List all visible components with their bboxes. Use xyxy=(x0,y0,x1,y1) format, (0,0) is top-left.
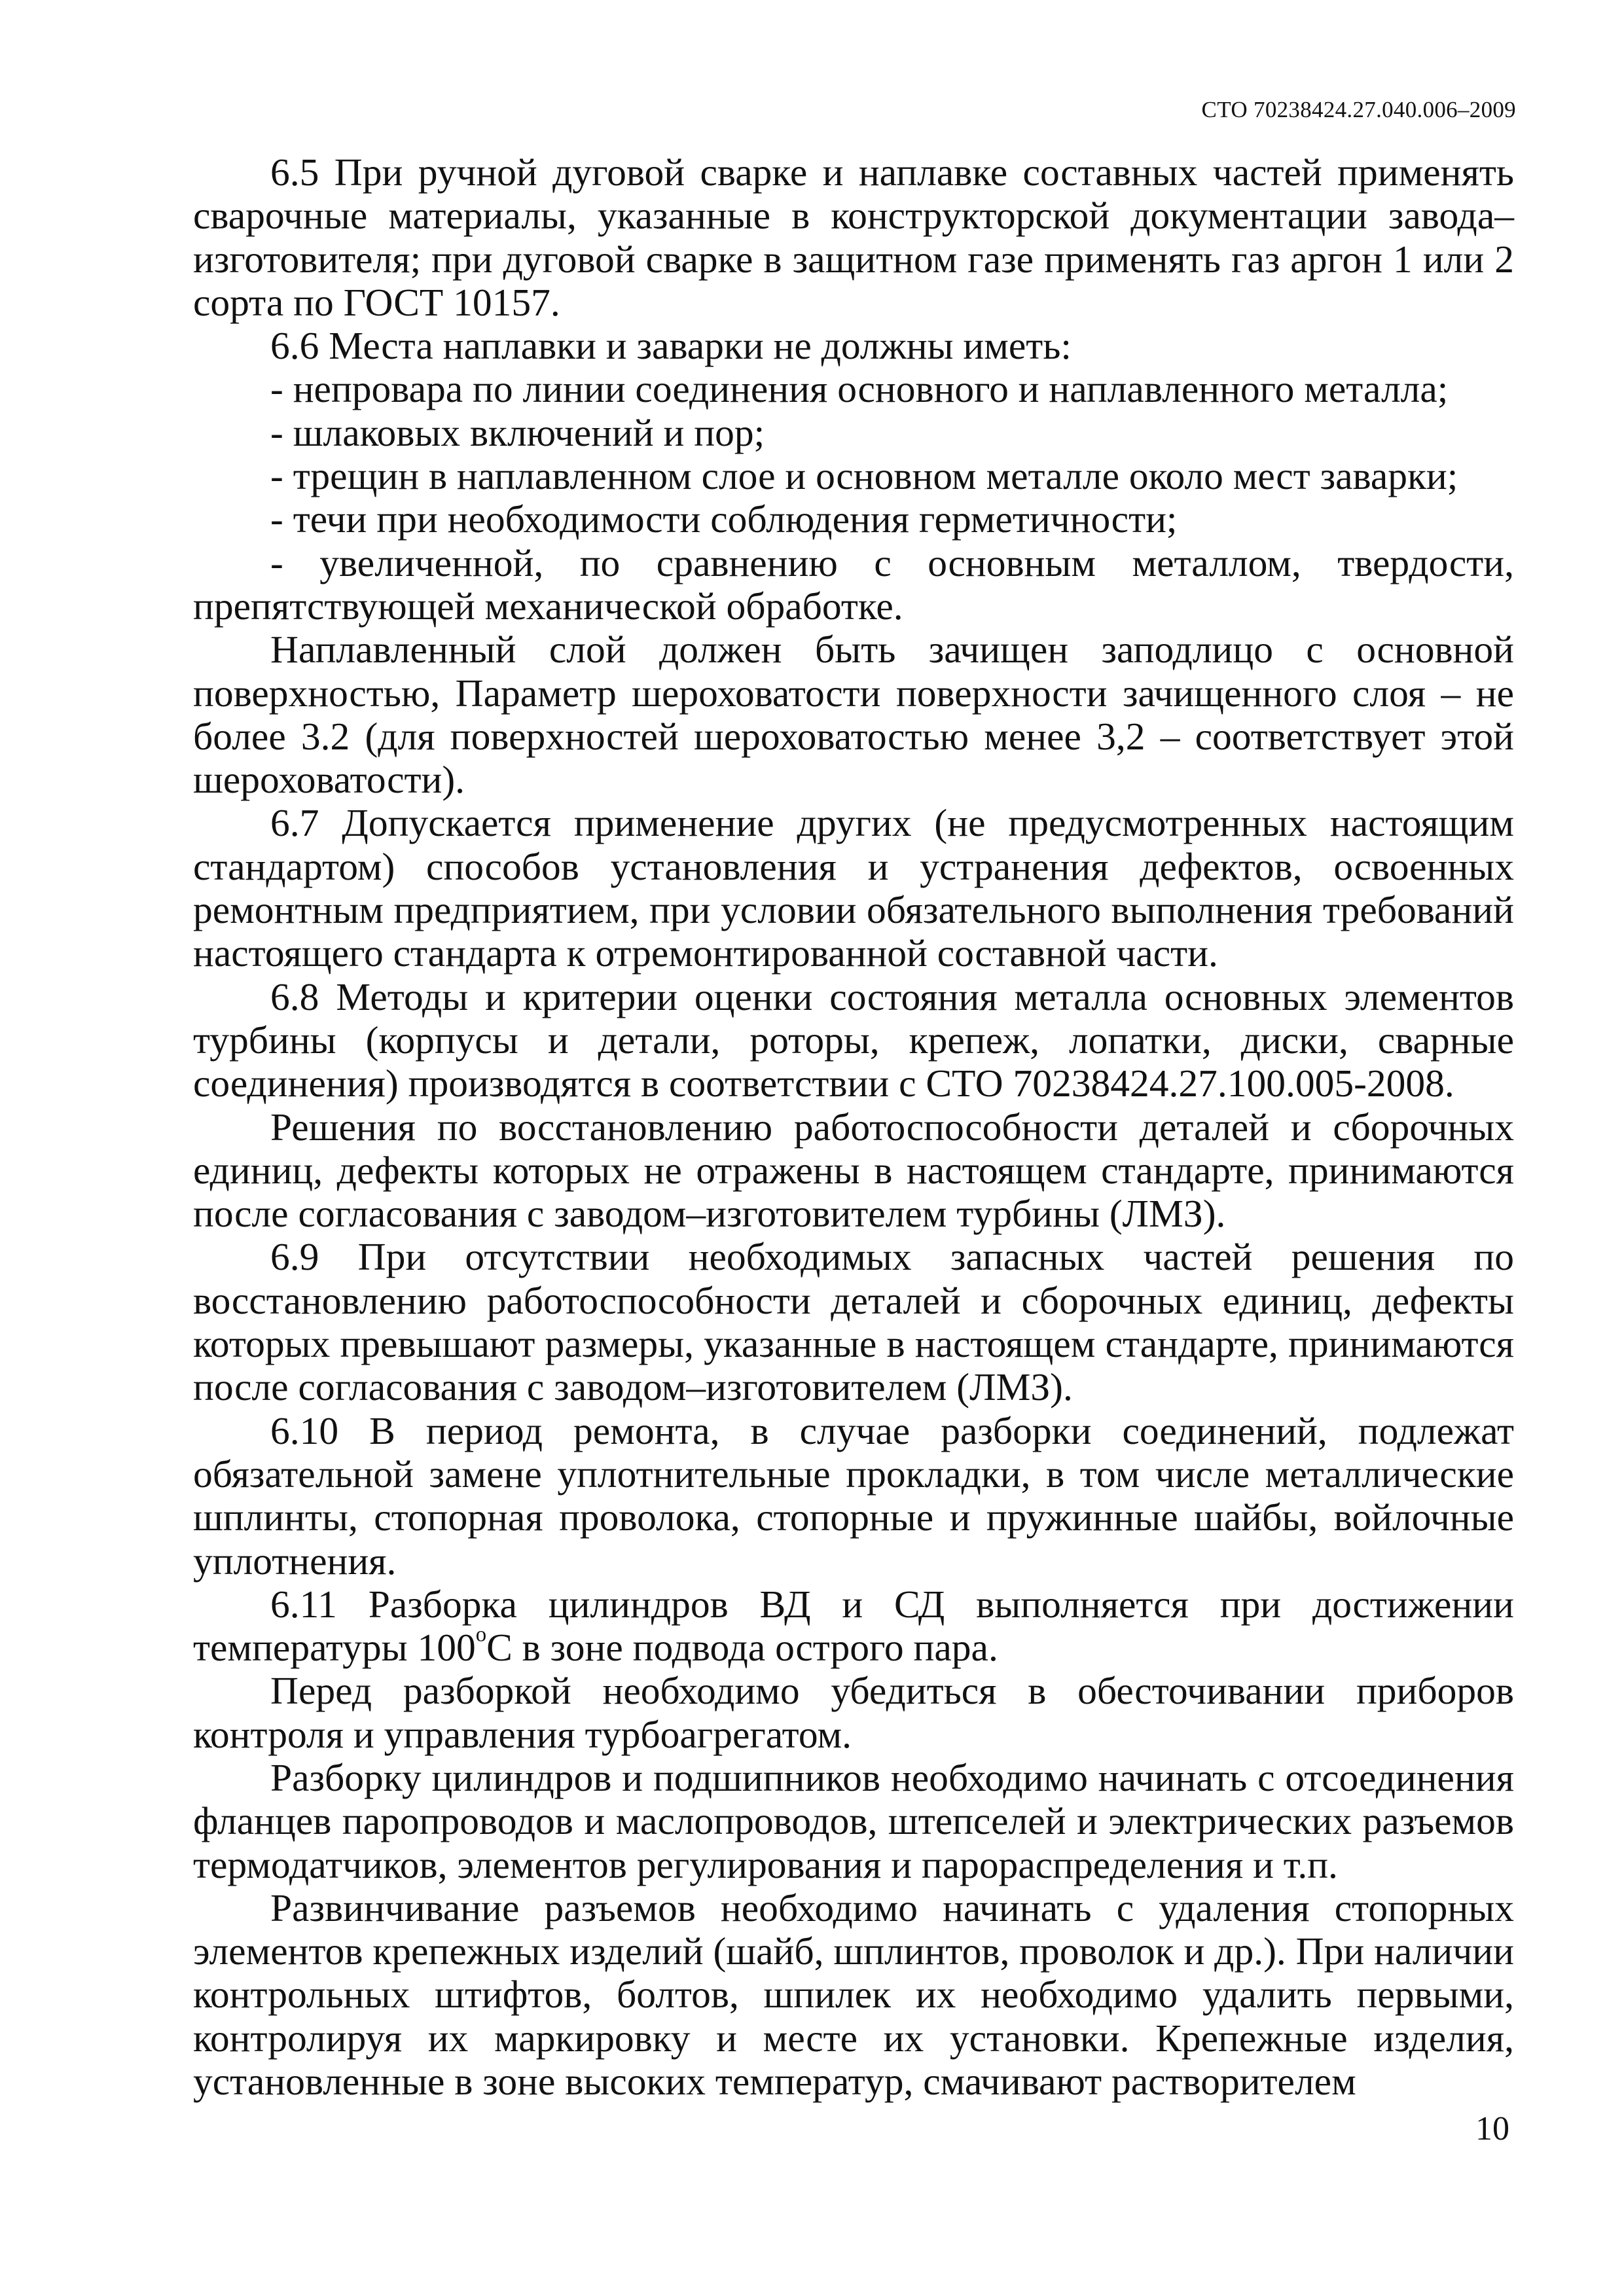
document-code-header: СТО 70238424.27.040.006–2009 xyxy=(1201,97,1516,122)
list-item: - течи при необходимости соблюдения герметичности; xyxy=(270,497,1178,541)
paragraph-6-10: 6.10 В период ремонта, в случае разборки соединений, подлежат обязательной замене уплотнительные прокладки, в том числе металлические шплинты, стопорная проволока, стопорные и пружинные шайбы, войлочные уплотнения. xyxy=(193,1408,1514,1583)
list-item: - шлаковых включений и пор; xyxy=(270,410,765,454)
paragraph-6-11-text-end: С в зоне подвода острого пара. xyxy=(486,1626,998,1670)
paragraph-6-5: 6.5 При ручной дуговой сварке и наплавке составных частей применять сварочные материалы, указанные в конструкторской документации завода–изготовителя; при дуговой сварке в защитном газе применять газ аргон 1 или 2 сорта по ГОСТ 10157. xyxy=(193,151,1514,324)
paragraph-unscrewing: Развинчивание разъемов необходимо начинать с удаления стопорных элементов крепежных изделий (шайб, шплинтов, проволок и др.). При наличии контрольных штифтов, болтов, шпилек их необходимо удалить первыми, контролируя их маркировку и месте их установки. Крепежные изделия, установленные в зоне высоких температур, смачивают растворителем xyxy=(193,1886,1514,2104)
paragraph-6-7: 6.7 Допускается применение других (не предусмотренных настоящим стандартом) способов установления и устранения дефектов, освоенных ремонтным предприятием, при условии обязательного выполнения требований настоящего стандарта к отремонтированной составной части. xyxy=(193,801,1514,975)
list-item: - увеличенной, по сравнению с основным металлом, твердости, препятствующей механической обработке. xyxy=(193,541,1514,628)
paragraph-disassembly-start: Разборку цилиндров и подшипников необходимо начинать с отсоединения фланцев паропроводов и маслопроводов, штепселей и электрических разъемов термодатчиков, элементов регулирования и парораспределения и т.п. xyxy=(193,1755,1514,1886)
paragraph-6-11-text: 6.11 Разборка цилиндров ВД и СД выполняется при достижении температуры 100 xyxy=(193,1582,1514,1670)
list-item: - непровара по линии соединения основного и наплавленного металла; xyxy=(270,367,1449,411)
page-number: 10 xyxy=(1475,2110,1509,2147)
paragraph-6-11 xyxy=(193,1583,1514,1670)
paragraph-6-8: 6.8 Методы и критерии оценки состояния металла основных элементов турбины (корпусы и детали, роторы, крепеж, лопатки, диски, сварные соединения) производятся в соответствии с СТО 70238424.27.100.005-2008. xyxy=(193,975,1514,1105)
paragraph-power-off: Перед разборкой необходимо убедиться в обесточивании приборов контроля и управления турбоагрегатом. xyxy=(193,1669,1514,1756)
paragraph-6-6: 6.6 Места наплавки и заварки не должны иметь: xyxy=(270,324,1072,368)
paragraph-restoration-decisions: Решения по восстановлению работоспособности деталей и сборочных единиц, дефекты которых не отражены в настоящем стандарте, принимаются после согласования с заводом–изготовителем турбины (ЛМЗ). xyxy=(193,1105,1514,1236)
degree-mark: о xyxy=(475,1623,487,1647)
paragraph-surface-finish: Наплавленный слой должен быть зачищен заподлицо с основной поверхностью, Параметр шероховатости поверхности зачищенного слоя – не более 3.2 (для поверхностей шероховатостью менее 3,2 – соответствует этой шероховатости). xyxy=(193,628,1514,802)
document-body xyxy=(193,151,1514,2103)
list-item: - трещин в наплавленном слое и основном металле около мест заварки; xyxy=(270,454,1458,498)
paragraph-6-9: 6.9 При отсутствии необходимых запасных частей решения по восстановлению работоспособности деталей и сборочных единиц, дефекты которых превышают размеры, указанные в настоящем стандарте, принимаются после согласования с заводом–изготовителем (ЛМЗ). xyxy=(193,1235,1514,1409)
